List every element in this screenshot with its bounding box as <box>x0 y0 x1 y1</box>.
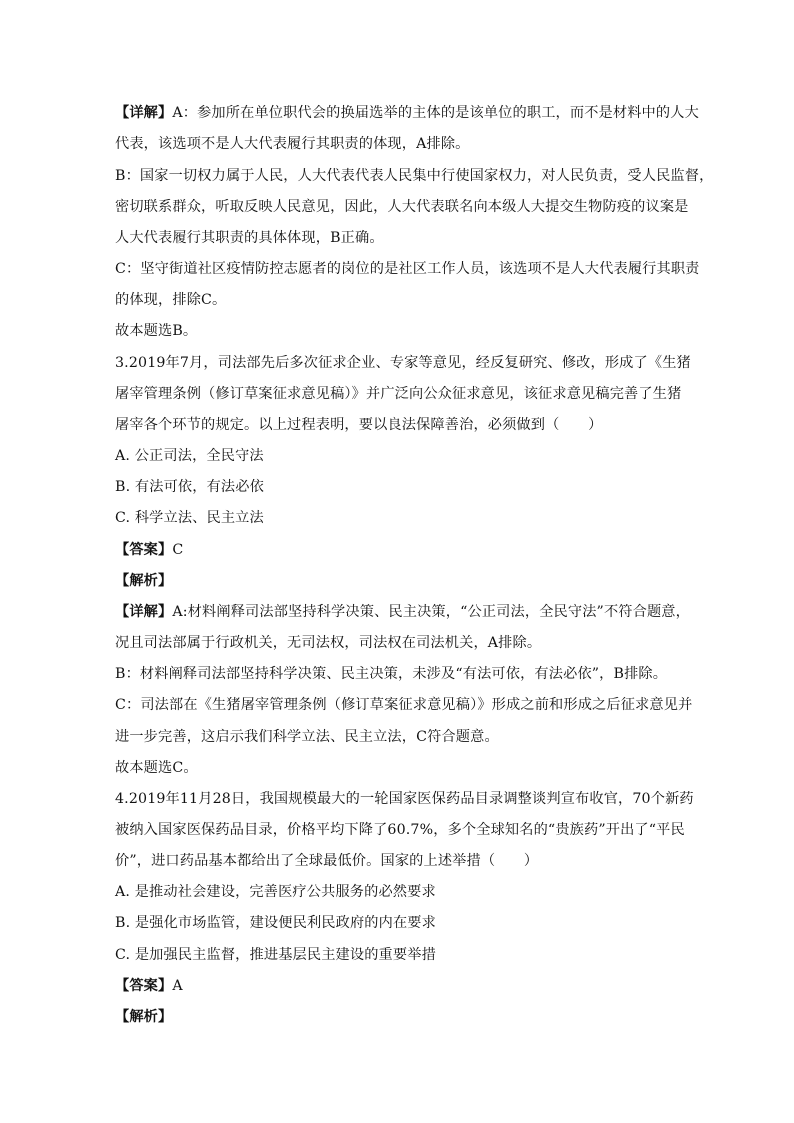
document-line: 屠宰管理条例（修订草案征求意见稿）》并广泛向公众征求意见，该征求意见稿完善了生猪 <box>115 386 682 402</box>
document-line: 4.2019年11月28日，我国规模最大的一轮国家医保药品目录调整谈判宣布收官，70个新药 <box>115 791 694 807</box>
document-line: 的体现，排除C。 <box>115 292 227 308</box>
line-text: A <box>172 978 183 994</box>
document-line: 密切联系群众，听取反映人民意见，因此，人大代表联名向本级人大提交生物防疫的议案是 <box>115 199 689 215</box>
document-line: B：材料阐释司法部坚持科学决策、民主决策，未涉及“有法可依，有法必依”，B排除。 <box>115 666 668 682</box>
document-line <box>115 540 685 560</box>
document-line: 况且司法部属于行政机关，无司法权，司法权在司法机关，A排除。 <box>115 635 542 651</box>
document-line: B：国家一切权力属于人民，人大代表代表人民集中行使国家权力，对人民负责，受人民监督， <box>115 168 714 184</box>
line-text: A：参加所在单位职代会的换届选举的主体的是该单位的职工，而不是材料中的人大 <box>172 105 699 121</box>
document-line: A. 公正司法，全民守法 <box>115 448 264 464</box>
document-line: B. 是强化市场监管，建设便民利民政府的内在要求 <box>115 915 436 931</box>
document-line <box>115 571 685 591</box>
line-text: C <box>172 542 184 558</box>
document-line: B. 有法可依，有法必依 <box>115 479 264 495</box>
document-line: 故本题选C。 <box>115 760 198 776</box>
document-line: 3.2019年7月，司法部先后多次征求企业、专家等意见，经反复研究、修改，形成了《生猪 <box>115 355 691 371</box>
document-line: 价”，进口药品基本都给出了全球最低价。国家的上述举措（ ） <box>115 853 539 869</box>
document-line <box>115 1007 685 1027</box>
document-line: 被纳入国家医保药品目录，价格平均下降了60.7%，多个全球知名的“贵族药”开出了“平民 <box>115 822 685 838</box>
document-line: A. 是推动社会建设，完善医疗公共服务的必然要求 <box>115 884 436 900</box>
section-marker: 【解析】 <box>115 1009 173 1025</box>
document-line: 屠宰各个环节的规定。以上过程表明，要以良法保障善治，必须做到（ ） <box>115 417 603 433</box>
document-line: C：坚守街道社区疫情防控志愿者的岗位的是社区工作人员，该选项不是人大代表履行其职责 <box>115 261 700 277</box>
document-line <box>115 976 685 996</box>
section-marker: 【答案】 <box>115 978 173 994</box>
document-line: C. 是加强民主监督，推进基层民主建设的重要举措 <box>115 947 436 963</box>
section-marker: 【详解】 <box>115 105 173 121</box>
document-line <box>115 103 699 123</box>
document-line <box>115 602 690 622</box>
document-line: C：司法部在《生猪屠宰管理条例（修订草案征求意见稿）》形成之前和形成之后征求意见并 <box>115 697 693 713</box>
document-line: 进一步完善，这启示我们科学立法、民主立法，C符合题意。 <box>115 729 499 745</box>
document-line: C. 科学立法、民主立法 <box>115 510 264 526</box>
document-line: 故本题选B。 <box>115 323 198 339</box>
section-marker: 【详解】 <box>115 604 173 620</box>
document-line: 人大代表履行其职责的具体体现，B正确。 <box>115 230 384 246</box>
section-marker: 【答案】 <box>115 542 173 558</box>
document-line: 代表，该选项不是人大代表履行其职责的体现，A排除。 <box>115 136 470 152</box>
line-text: A:材料阐释司法部坚持科学决策、民主决策，“公正司法，全民守法”不符合题意， <box>172 604 690 620</box>
section-marker: 【解析】 <box>115 573 173 589</box>
